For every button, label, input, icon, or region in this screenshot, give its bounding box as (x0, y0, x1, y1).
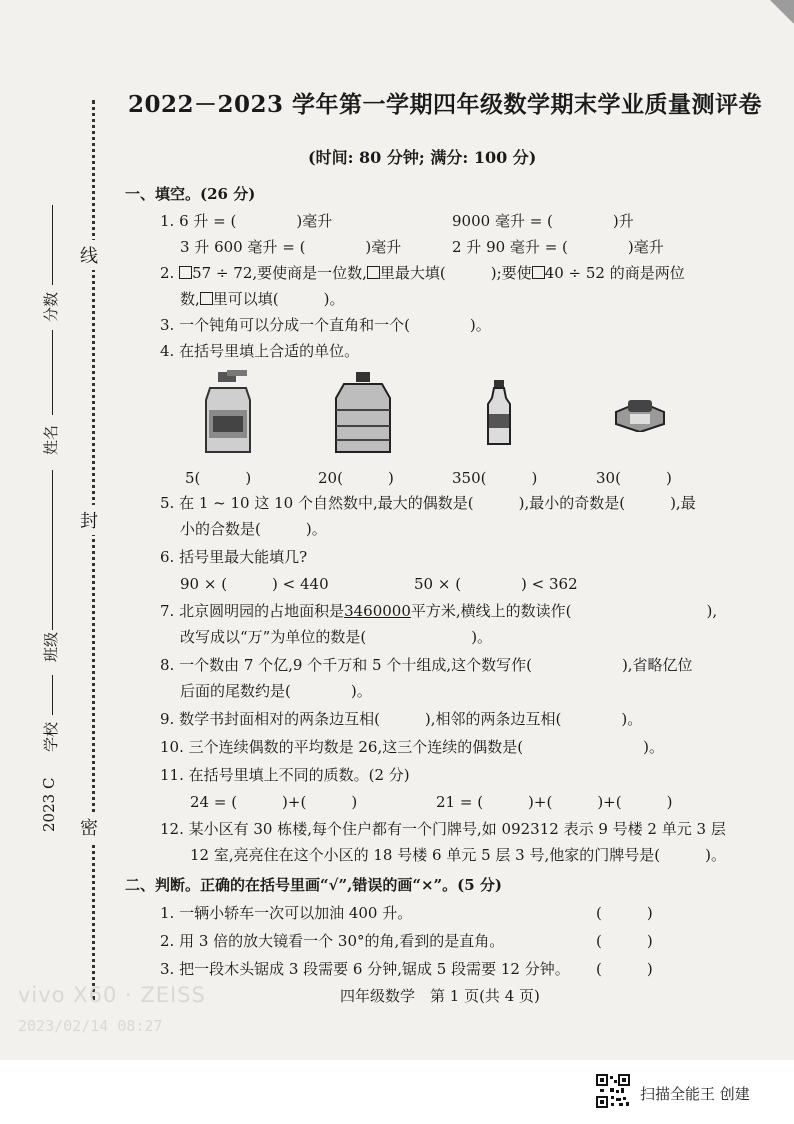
q1b: 9000 毫升 = ( )升 (452, 212, 634, 230)
q2-part2: 里最大填( );要使 (379, 264, 532, 282)
scanner-credit: 扫描全能王 创建 (640, 1085, 750, 1103)
side-label-class: 班级 (42, 631, 60, 662)
q6: 6. 括号里最大能填几? (160, 548, 308, 566)
blank-square-icon (200, 292, 213, 305)
exam-subtitle: (时间: 80 分钟; 满分: 100 分) (308, 148, 537, 167)
q3: 3. 一个钝角可以分成一个直角和一个( )。 (160, 316, 491, 334)
camera-watermark: vivo X60 · ZEISS (18, 983, 206, 1007)
q6a: 90 × ( ) < 440 (180, 575, 329, 593)
blank-square-icon (532, 266, 545, 279)
exam-title: 2022－2023 学年第一学期四年级数学期末学业质量测评卷 (128, 91, 763, 118)
q5-line2: 小的合数是( )。 (180, 520, 327, 538)
water-jug-icon (330, 370, 396, 460)
q5-line1: 5. 在 1 ~ 10 这 10 个自然数中,最大的偶数是( ),最小的奇数是( ),最 (160, 494, 696, 512)
q4-answer-3: 350( ) (452, 469, 538, 487)
section1-heading: 一、填空。(26 分) (125, 185, 256, 203)
q11: 11. 在括号里填上不同的质数。(2 分) (160, 766, 410, 784)
judge-q2: 2. 用 3 倍的放大镜看一个 30°的角,看到的是直角。 (160, 932, 505, 950)
q4-answer-1: 5( ) (185, 469, 252, 487)
q2b-post: 里可以填( )。 (212, 290, 345, 308)
corner-fold-icon (760, 0, 794, 34)
q1c: 3 升 600 毫升 = ( )毫升 (180, 238, 402, 256)
school-blank-line (52, 675, 53, 715)
q4-answer-2: 20( ) (318, 469, 394, 487)
q8-line2: 后面的尾数约是( )。 (180, 682, 372, 700)
class-blank-line (52, 470, 53, 630)
q7-part1: 7. 北京圆明园的占地面积是 (160, 602, 345, 620)
page-footer: 四年级数学 第 1 页(共 4 页) (340, 987, 540, 1005)
blank-square-icon (367, 266, 380, 279)
side-label-name: 姓名 (42, 424, 60, 455)
q6b: 50 × ( ) < 362 (414, 575, 578, 593)
q2-line1 (160, 262, 685, 283)
q12-line2: 12 室,亮亮住在这个小区的 18 号楼 6 单元 5 层 3 号,他家的门牌号是( )。 (190, 846, 726, 864)
q2-part1: 57 ÷ 72,要使商是一位数, (192, 264, 367, 282)
judge-q1: 1. 一辆小轿车一次可以加油 400 升。 (160, 904, 413, 922)
q1d: 2 升 90 毫升 = ( )毫升 (452, 238, 664, 256)
timestamp-watermark: 2023/02/14 08:27 (18, 1017, 163, 1035)
section2-heading: 二、判断。正确的在括号里画“√”,错误的画“×”。(5 分) (125, 876, 503, 894)
side-label-score: 分数 (42, 291, 60, 322)
q8-line1: 8. 一个数由 7 个亿,9 个千万和 5 个十组成,这个数写作( ),省略亿位 (160, 656, 693, 674)
score-blank-line (52, 205, 53, 285)
qr-code-icon (596, 1074, 630, 1108)
judge-q3: 3. 把一段木头锯成 3 段需要 6 分钟,锯成 5 段需要 12 分钟。 (160, 960, 570, 978)
q2-number: 2. (160, 264, 180, 282)
q2-part3: 40 ÷ 52 的商是两位 (544, 264, 685, 282)
side-code: 2023 C (40, 777, 58, 832)
q1a: 1. 6 升 = ( )毫升 (160, 212, 333, 230)
q10: 10. 三个连续偶数的平均数是 26,这三个连续的偶数是( )。 (160, 738, 664, 756)
seal-char-xian: 线 (80, 240, 98, 270)
q2-line2 (180, 288, 345, 309)
oil-bottle-icon (200, 370, 256, 456)
q9: 9. 数学书封面相对的两条边互相( ),相邻的两条边互相( )。 (160, 710, 643, 728)
q7-underlined-number: 3460000 (344, 602, 411, 620)
ink-box-icon (612, 392, 668, 432)
seal-char-feng: 封 (80, 505, 98, 535)
q2b-pre: 数, (180, 290, 200, 308)
small-bottle-icon (484, 380, 514, 446)
name-blank-line (52, 330, 53, 415)
binding-dotted-line (92, 100, 95, 1000)
q12-line1: 12. 某小区有 30 栋楼,每个住户都有一个门牌号,如 092312 表示 9 号楼 2 单元 3 层 (160, 820, 726, 838)
judge-q2-bracket: ( ) (596, 932, 653, 950)
judge-q3-bracket: ( ) (596, 960, 653, 978)
q4-answer-4: 30( ) (596, 469, 672, 487)
blank-square-icon (179, 266, 192, 279)
q7-line2: 改写成以“万”为单位的数是( )。 (180, 628, 493, 646)
q11a: 24 = ( )+( ) (190, 793, 358, 811)
side-label-school: 学校 (42, 721, 60, 752)
q7-part2: 平方米,横线上的数读作( ), (410, 602, 718, 620)
judge-q1-bracket: ( ) (596, 904, 653, 922)
q7-line1 (160, 600, 717, 621)
q4: 4. 在括号里填上合适的单位。 (160, 342, 360, 360)
q11b: 21 = ( )+( )+( ) (436, 793, 673, 811)
seal-char-mi: 密 (80, 812, 98, 842)
